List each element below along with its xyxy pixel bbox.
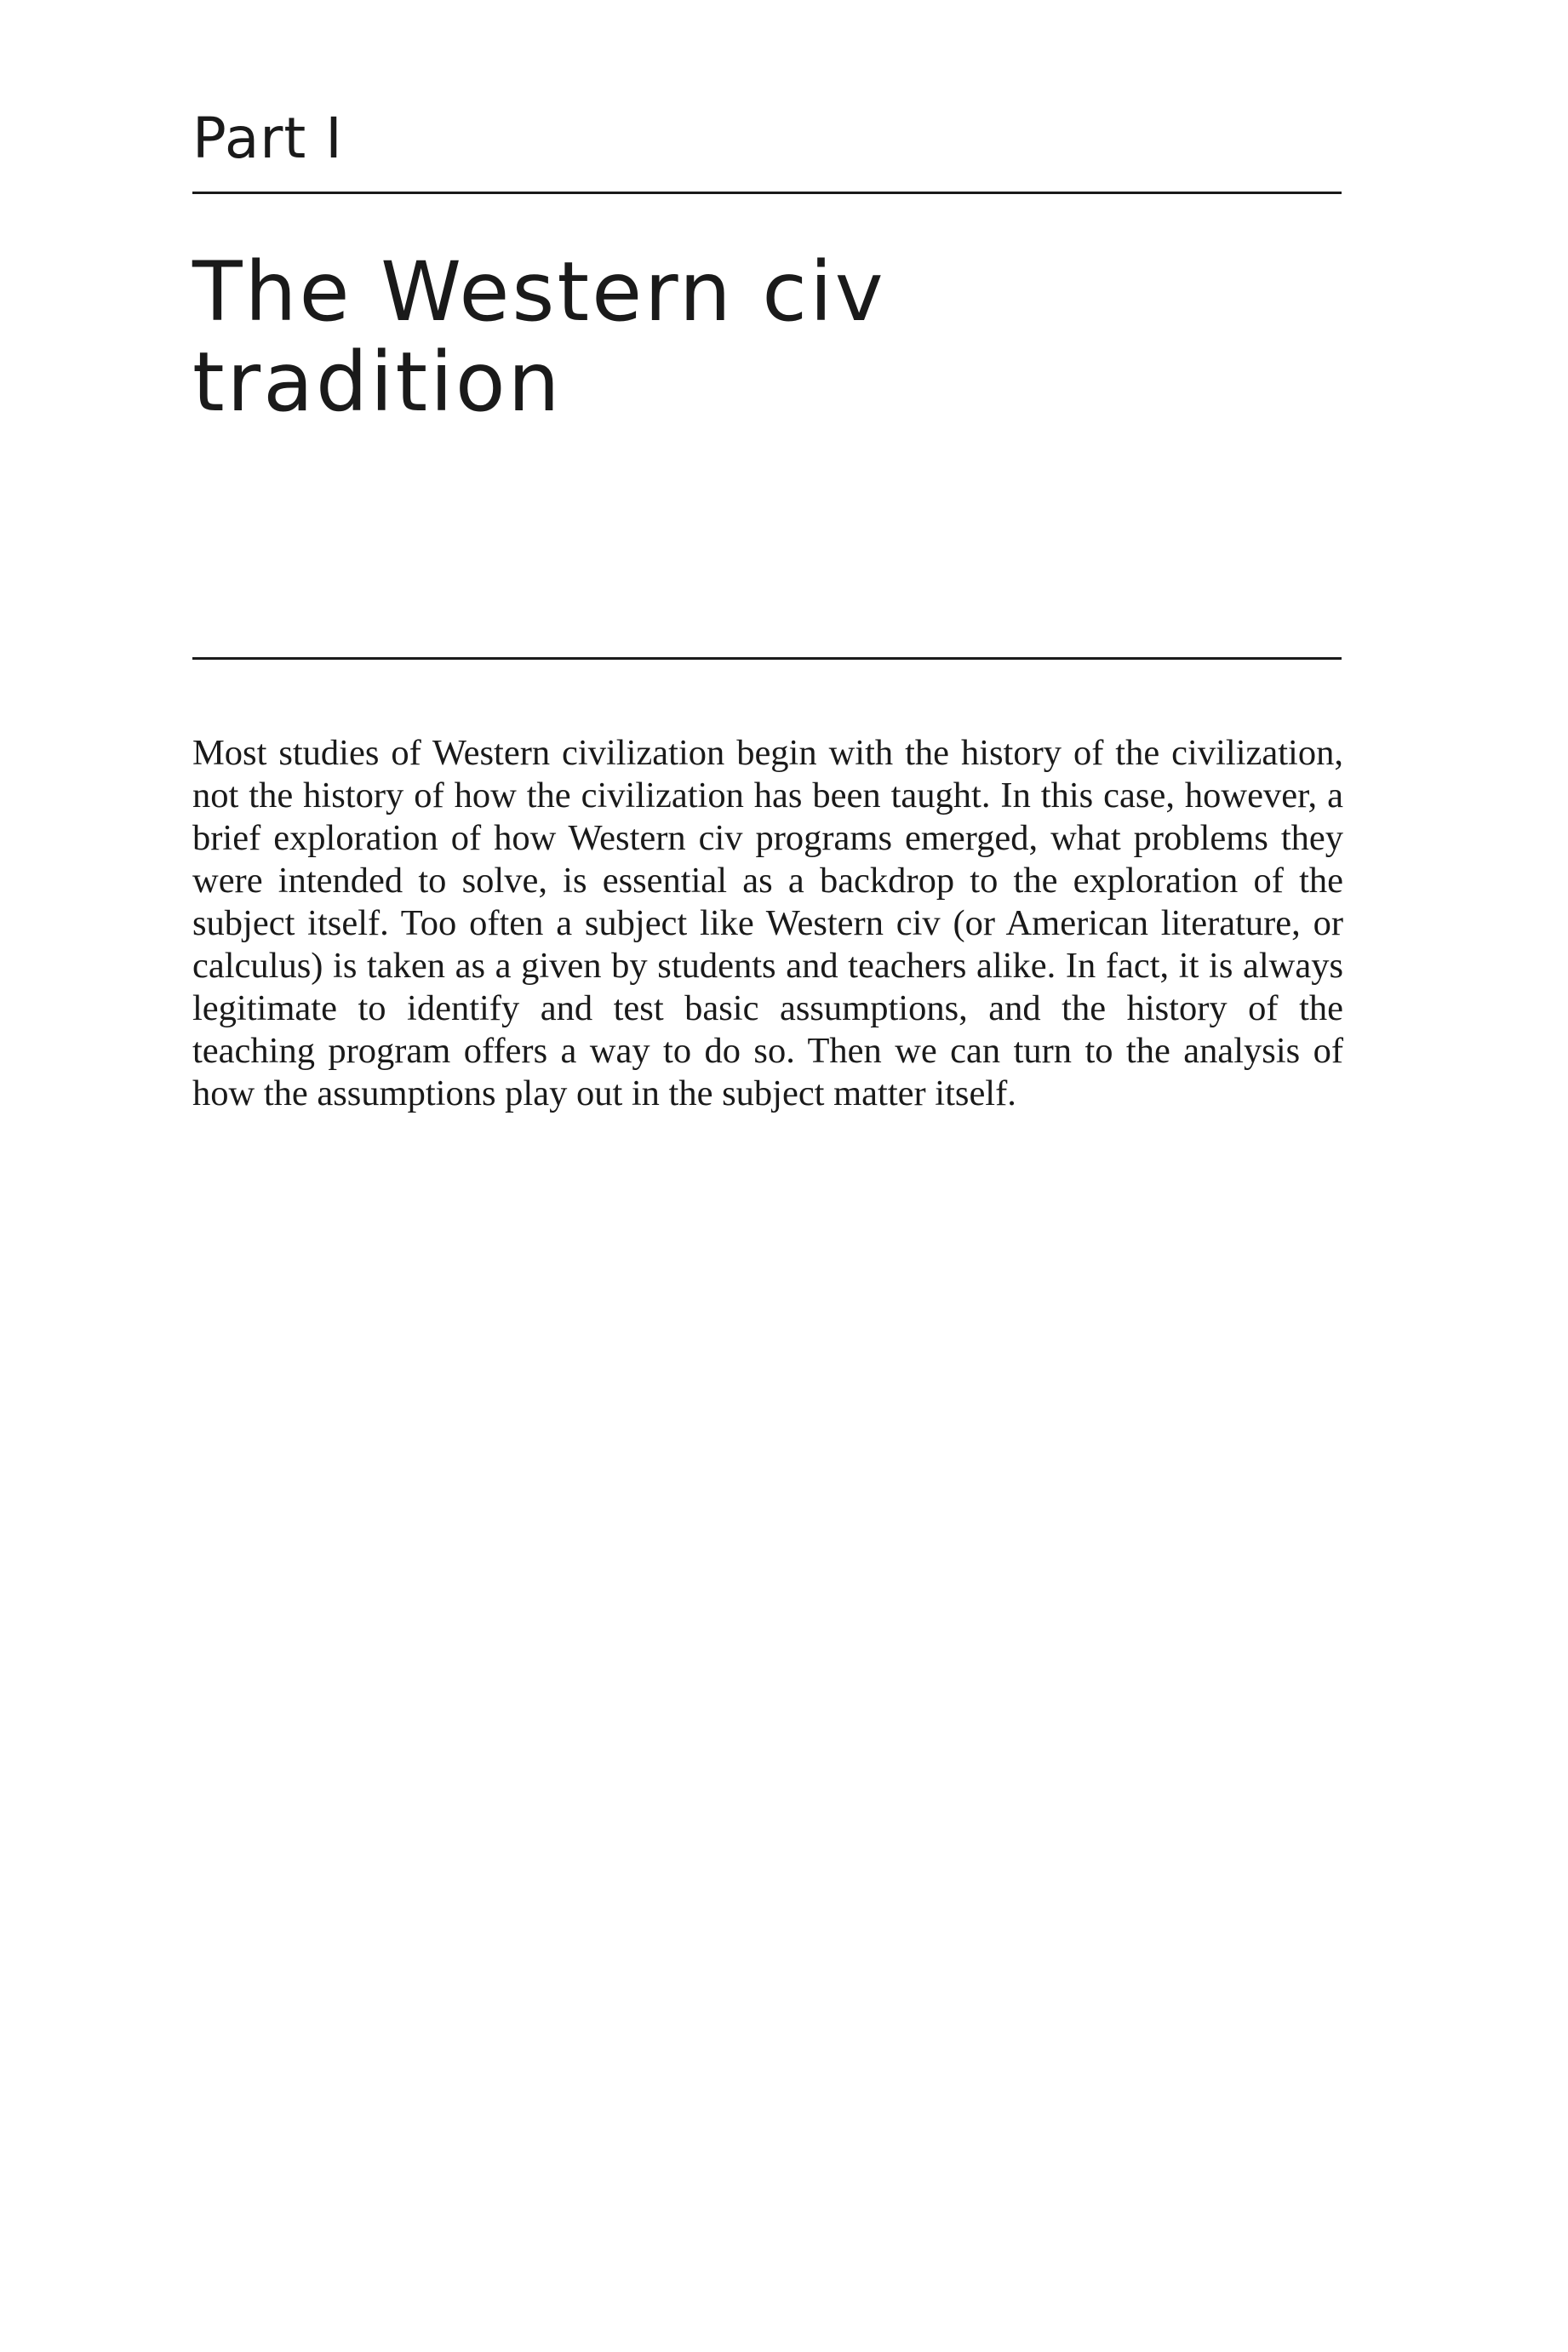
intro-paragraph: Most studies of Western civilization begin with the history of the civilization, not the history of how the civilization has been taught. In this case, however, a brief exploration of how Western civ programs emerged, what problems they were intended to solve, is essential as a backdrop to the exploration of the subject itself. Too often a subject like Western civ (or American literature, or calculus) is taken as a given by students and teachers alike. In fact, it is always legitimate to identify and test basic assumptions, and the history of the teaching program offers a way to do so. Then we can turn to the analysis of how the assumptions play out in the subject matter itself. [192,733,1343,1113]
part-bottom-rule [192,657,1342,660]
part-top-rule [192,192,1342,194]
part-label: Part I [192,106,343,171]
part-title-line-1: The Western civ [192,244,886,340]
part-title [192,244,1342,430]
part-title-line-2: tradition [192,335,563,430]
